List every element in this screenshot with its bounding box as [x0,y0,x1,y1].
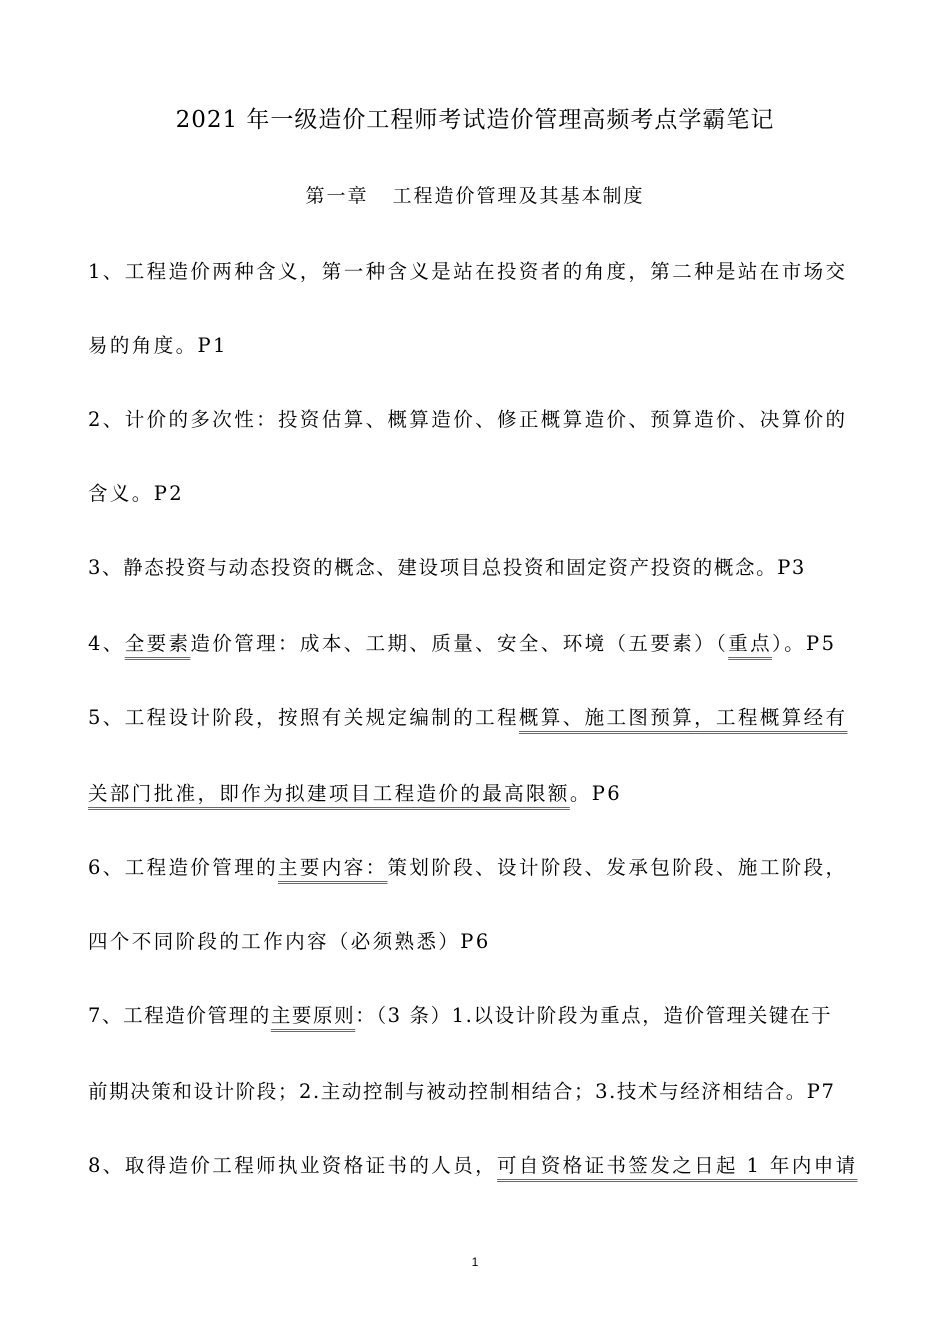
underlined-highlight: 重点 [728,632,772,655]
text-segment: 前期决策和设计阶段；2.主动控制与被动控制相结合；3.技术与经济相结合。P7 [88,1080,836,1103]
text-segment: 3、静态投资与动态投资的概念、建设项目总投资和固定资产投资的概念。P3 [88,556,806,579]
page-number: 1 [471,1255,479,1269]
underlined-highlight: 全要素 [124,632,191,655]
chapter-heading: 第一章 工程造价管理及其基本制度 [305,185,645,207]
text-segment: 四个不同阶段的工作内容（必须熟悉）P6 [88,930,491,953]
text-segment: 7、工程造价管理的 [88,1004,271,1027]
text-segment: 4、 [88,632,125,655]
text-segment: 策划阶段、设计阶段、发承包阶段、施工阶段， [387,856,848,879]
note-line-12 [88,1074,868,1110]
note-line-7 [88,700,868,736]
text-segment: 2、计价的多次性：投资估算、概算造价、修正概算造价、预算造价、决算价的 [88,408,848,431]
note-line-8 [88,776,868,812]
text-segment: 5、工程设计阶段，按照有关规定编制的工程 [88,706,519,729]
text-segment: ：（3 条）1.以设计阶段为重点，造价管理关键在于 [355,1004,833,1027]
underlined-highlight: 主要原则 [270,1004,356,1027]
note-line-10 [88,924,868,960]
note-line-11 [88,998,868,1034]
note-line-4 [88,476,868,512]
underlined-highlight: 可自资格证书签发之日起 1 年内申请 [497,1154,858,1177]
note-line-2 [88,328,868,364]
text-segment: 。P6 [569,782,623,805]
text-segment: 易的角度。P1 [88,334,228,357]
note-line-1 [88,254,868,290]
text-segment: 造价管理：成本、工期、质量、安全、环境（五要素）（ [190,632,729,655]
text-segment: ）。P5 [772,632,837,655]
underlined-highlight: 概算、施工图预算，工程概算经有 [518,706,848,729]
text-segment: 含义。P2 [88,482,185,505]
note-line-3 [88,402,868,438]
underlined-highlight: 关部门批准，即作为拟建项目工程造价的最高限额 [88,782,570,805]
note-line-6 [88,626,868,662]
note-line-9 [88,850,868,886]
text-segment: 6、工程造价管理的 [88,856,279,879]
underlined-highlight: 主要内容： [278,856,388,879]
text-segment: 1、工程造价两种含义，第一种含义是站在投资者的角度，第二种是站在市场交 [88,260,848,283]
note-line-5 [88,550,868,586]
note-line-13 [88,1148,868,1184]
text-segment: 8、取得造价工程师执业资格证书的人员， [88,1154,498,1177]
document-title: 2021 年一级造价工程师考试造价管理高频考点学霸笔记 [175,107,775,133]
